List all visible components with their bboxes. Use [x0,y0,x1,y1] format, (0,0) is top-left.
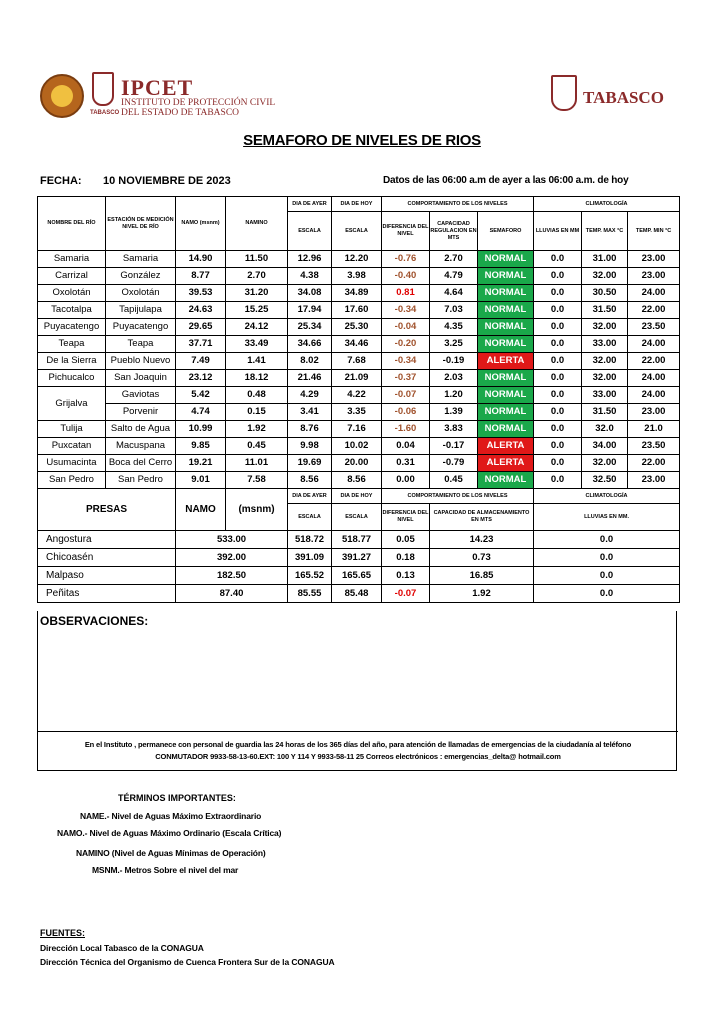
fuentes-title: FUENTES: [40,928,85,938]
cell-estacion: Salto de Agua [106,421,176,438]
cell-namo: 8.77 [176,268,226,285]
cell-estacion: San Joaquin [106,370,176,387]
cell-presa-capacidad: 14.23 [430,531,534,549]
cell-tmax: 32.00 [582,268,628,285]
table-row [38,472,680,489]
status-badge: NORMAL [478,319,534,336]
cell-tmax: 32.00 [582,319,628,336]
cell-rio: Oxolotán [38,285,106,302]
cell-estacion: Macuspana [106,438,176,455]
presas-escala-hoy: ESCALA [332,504,382,531]
cell-presa-ayer: 391.09 [288,549,332,567]
cell-hoy: 12.20 [332,251,382,268]
cell-tmax: 31.50 [582,302,628,319]
cell-lluvias: 0.0 [534,336,582,353]
cell-ayer: 12.96 [288,251,332,268]
data-period: Datos de las 06:00 a.m de ayer a las 06:00 a.m. de hoy [383,175,629,186]
cell-presa-hoy: 518.77 [332,531,382,549]
term-name: NAME.- Nivel de Aguas Máximo Extraordinario [80,811,262,821]
presas-namo-header: NAMO [176,489,226,531]
cell-namino: 1.41 [226,353,288,370]
cell-diferencia: -0.04 [382,319,430,336]
cell-tmax: 30.50 [582,285,628,302]
cell-diferencia: -1.60 [382,421,430,438]
cell-diferencia: 0.00 [382,472,430,489]
cell-presa-ayer: 165.52 [288,567,332,585]
cell-capacidad: 1.39 [430,404,478,421]
table-row [38,549,680,567]
fecha-label: FECHA: [40,175,82,187]
cell-lluvias: 0.0 [534,455,582,472]
cell-hoy: 8.56 [332,472,382,489]
cell-lluvias: 0.0 [534,319,582,336]
cell-rio: Puxcatan [38,438,106,455]
col-escala-ayer: ESCALA [288,212,332,251]
cell-tmin: 23.00 [628,404,680,421]
table-row [38,353,680,370]
cell-presa-diferencia: 0.18 [382,549,430,567]
cell-namo: 14.90 [176,251,226,268]
cell-presa-hoy: 165.65 [332,567,382,585]
cell-rio: Samaria [38,251,106,268]
cell-presa-ayer: 85.55 [288,585,332,603]
cell-tmin: 21.0 [628,421,680,438]
cell-tmax: 34.00 [582,438,628,455]
cell-tmin: 24.00 [628,370,680,387]
cell-namo: 39.53 [176,285,226,302]
cell-capacidad: 4.64 [430,285,478,302]
table-row [38,319,680,336]
cell-estacion: Boca del Cerro [106,455,176,472]
cell-ayer: 21.46 [288,370,332,387]
cell-lluvias: 0.0 [534,404,582,421]
cell-hoy: 10.02 [332,438,382,455]
cell-namino: 11.01 [226,455,288,472]
rivers-table [37,196,680,603]
cell-lluvias: 0.0 [534,438,582,455]
cell-presa-namo: 87.40 [176,585,288,603]
cell-rio: Tacotalpa [38,302,106,319]
cell-tmax: 31.00 [582,251,628,268]
cell-namino: 33.49 [226,336,288,353]
cell-lluvias: 0.0 [534,251,582,268]
cell-diferencia: -0.06 [382,404,430,421]
cell-rio: Teapa [38,336,106,353]
cell-hoy: 3.98 [332,268,382,285]
fuente-2: Dirección Técnica del Organismo de Cuenca Frontera Sur de la CONAGUA [40,957,335,967]
cell-presa-diferencia: 0.05 [382,531,430,549]
cell-namo: 4.74 [176,404,226,421]
cell-estacion: Teapa [106,336,176,353]
cell-tmax: 31.50 [582,404,628,421]
status-badge: ALERTA [478,455,534,472]
cell-namino: 11.50 [226,251,288,268]
cell-hoy: 20.00 [332,455,382,472]
col-rio: NOMBRE DEL RÍO [38,197,106,251]
cell-diferencia: -0.37 [382,370,430,387]
cell-tmax: 32.0 [582,421,628,438]
col-dia-ayer: DIA DE AYER [288,197,332,212]
table-row [38,370,680,387]
cell-tmin: 23.50 [628,319,680,336]
table-row [38,531,680,549]
col-diferencia: DIFERENCIA DEL NIVEL [382,212,430,251]
cell-presa: Chicoasén [38,549,176,567]
cell-hoy: 34.46 [332,336,382,353]
presas-header: PRESAS [38,489,176,531]
cell-namo: 37.71 [176,336,226,353]
col-tmax: TEMP. MAX °C [582,212,628,251]
ipcet-seal-logo [40,74,84,118]
cell-capacidad: 2.70 [430,251,478,268]
cell-capacidad: 7.03 [430,302,478,319]
cell-lluvias: 0.0 [534,353,582,370]
cell-ayer: 8.56 [288,472,332,489]
cell-presa-hoy: 391.27 [332,549,382,567]
cell-namo: 23.12 [176,370,226,387]
tabasco-shield-icon [551,75,577,111]
cell-namino: 2.70 [226,268,288,285]
cell-tmin: 23.00 [628,268,680,285]
col-estacion: ESTACIÓN DE MEDICIÓN NIVEL DE RÍO [106,197,176,251]
cell-hoy: 21.09 [332,370,382,387]
cell-lluvias: 0.0 [534,268,582,285]
cell-presa-lluvias: 0.0 [534,567,680,585]
cell-capacidad: 2.03 [430,370,478,387]
cell-presa: Peñitas [38,585,176,603]
cell-presa-lluvias: 0.0 [534,549,680,567]
col-tmin: TEMP. MIN °C [628,212,680,251]
cell-diferencia: 0.31 [382,455,430,472]
cell-presa-capacidad: 16.85 [430,567,534,585]
org-acronym: IPCET [121,75,194,100]
cell-hoy: 7.68 [332,353,382,370]
status-badge: NORMAL [478,251,534,268]
cell-estacion: San Pedro [106,472,176,489]
cell-presa-ayer: 518.72 [288,531,332,549]
cell-tmin: 24.00 [628,285,680,302]
cell-presa-namo: 182.50 [176,567,288,585]
cell-namino: 1.92 [226,421,288,438]
cell-namo: 9.85 [176,438,226,455]
cell-presa-diferencia: -0.07 [382,585,430,603]
col-capacidad: CAPACIDAD REGULACION EN MTS [430,212,478,251]
cell-estacion: Samaria [106,251,176,268]
table-row [38,567,680,585]
status-badge: NORMAL [478,387,534,404]
cell-ayer: 4.29 [288,387,332,404]
cell-capacidad: -0.19 [430,353,478,370]
page-title: SEMAFORO DE NIVELES DE RIOS [243,132,481,149]
cell-capacidad: 3.25 [430,336,478,353]
cell-namino: 0.45 [226,438,288,455]
cell-namo: 9.01 [176,472,226,489]
cell-presa-namo: 533.00 [176,531,288,549]
presas-climatologia: CLIMATOLOGÍA [534,489,680,504]
cell-presa-capacidad: 0.73 [430,549,534,567]
cell-tmin: 23.00 [628,251,680,268]
cell-ayer: 34.08 [288,285,332,302]
col-dia-hoy: DIA DE HOY [332,197,382,212]
col-lluvias: LLUVIAS EN MM [534,212,582,251]
status-badge: ALERTA [478,353,534,370]
cell-diferencia: -0.34 [382,302,430,319]
cell-namino: 18.12 [226,370,288,387]
org-name: INSTITUTO DE PROTECCIÓN CIVIL DEL ESTADO DE TABASCO [121,98,276,118]
cell-diferencia: -0.20 [382,336,430,353]
cell-hoy: 34.89 [332,285,382,302]
cell-tmin: 24.00 [628,387,680,404]
cell-tmin: 22.00 [628,302,680,319]
cell-rio: Carrizal [38,268,106,285]
presas-dia-hoy: DIA DE HOY [332,489,382,504]
table-row [38,251,680,268]
cell-tmin: 23.00 [628,472,680,489]
presas-comportamiento: COMPORTAMIENTO DE LOS NIVELES [382,489,534,504]
table-row [38,421,680,438]
state-name: TABASCO [583,88,664,107]
presas-dia-ayer: DIA DE AYER [288,489,332,504]
cell-lluvias: 0.0 [534,302,582,319]
cell-namo: 5.42 [176,387,226,404]
cell-rio: San Pedro [38,472,106,489]
cell-estacion: Porvenir [106,404,176,421]
cell-rio: Tulija [38,421,106,438]
term-msnm: MSNM.- Metros Sobre el nivel del mar [92,865,239,875]
cell-ayer: 8.02 [288,353,332,370]
cell-hoy: 3.35 [332,404,382,421]
fuente-1: Dirección Local Tabasco de la CONAGUA [40,943,204,953]
presas-lluvias: LLUVIAS EN MM. [534,504,680,531]
cell-presa: Angostura [38,531,176,549]
table-row [38,387,680,404]
cell-lluvias: 0.0 [534,421,582,438]
cell-namo: 24.63 [176,302,226,319]
terminos-title: TÉRMINOS IMPORTANTES: [118,793,236,803]
cell-tmax: 33.00 [582,387,628,404]
presas-msnm-header: (msnm) [226,489,288,531]
cell-namino: 24.12 [226,319,288,336]
cell-rio: Pichucalco [38,370,106,387]
cell-estacion: Gaviotas [106,387,176,404]
cell-tmin: 22.00 [628,455,680,472]
cell-tmax: 32.00 [582,455,628,472]
table-row [38,438,680,455]
table-row [38,268,680,285]
cell-capacidad: 1.20 [430,387,478,404]
cell-presa-lluvias: 0.0 [534,585,680,603]
status-badge: ALERTA [478,438,534,455]
cell-namino: 7.58 [226,472,288,489]
cell-ayer: 3.41 [288,404,332,421]
cell-estacion: Tapijulapa [106,302,176,319]
cell-diferencia: -0.34 [382,353,430,370]
cell-tmin: 24.00 [628,336,680,353]
cell-hoy: 25.30 [332,319,382,336]
observaciones-box [37,611,677,771]
table-row [38,585,680,603]
term-namo: NAMO.- Nivel de Aguas Máximo Ordinario (Escala Crítica) [57,828,282,838]
status-badge: NORMAL [478,404,534,421]
cell-ayer: 34.66 [288,336,332,353]
table-row [38,404,680,421]
term-namino: NAMINO (Nivel de Aguas Mínimas de Operación) [76,848,266,858]
cell-tmax: 33.00 [582,336,628,353]
cell-estacion: González [106,268,176,285]
cell-ayer: 4.38 [288,268,332,285]
cell-rio: De la Sierra [38,353,106,370]
cell-tmax: 32.00 [582,370,628,387]
cell-presa-lluvias: 0.0 [534,531,680,549]
table-row [38,302,680,319]
status-badge: NORMAL [478,268,534,285]
cell-tmax: 32.50 [582,472,628,489]
seal-caption: TABASCO [90,110,120,116]
cell-ayer: 19.69 [288,455,332,472]
col-climatologia: CLIMATOLOGÍA [534,197,680,212]
cell-rio: Puyacatengo [38,319,106,336]
fecha-value: 10 NOVIEMBRE DE 2023 [103,175,231,187]
cell-diferencia: -0.07 [382,387,430,404]
cell-capacidad: -0.79 [430,455,478,472]
cell-lluvias: 0.0 [534,472,582,489]
status-badge: NORMAL [478,302,534,319]
cell-hoy: 4.22 [332,387,382,404]
observaciones-text: En el Instituto , permanece con personal de guardia las 24 horas de los 365 días del año, para atención de llamadas de emergencias de la ciudadanía al teléfono CONMUTADOR 9933-58-13-60.EXT: 100 Y 114 Y 9933-58-11 25 Correos electrónicos : emergencias_delta@ hotmail.com [84,740,632,761]
cell-namino: 15.25 [226,302,288,319]
cell-estacion: Oxolotán [106,285,176,302]
presas-diferencia: DIFERENCIA DEL NIVEL [382,504,430,531]
cell-tmin: 23.50 [628,438,680,455]
cell-rio: Grijalva [38,387,106,421]
cell-diferencia: 0.81 [382,285,430,302]
cell-capacidad: 4.79 [430,268,478,285]
cell-rio: Usumacinta [38,455,106,472]
cell-ayer: 9.98 [288,438,332,455]
col-semaforo: SEMAFORO [478,212,534,251]
cell-ayer: 8.76 [288,421,332,438]
cell-diferencia: -0.40 [382,268,430,285]
cell-lluvias: 0.0 [534,387,582,404]
cell-presa-diferencia: 0.13 [382,567,430,585]
cell-hoy: 17.60 [332,302,382,319]
table-row [38,285,680,302]
cell-namino: 31.20 [226,285,288,302]
col-comportamiento: COMPORTAMIENTO DE LOS NIVELES [382,197,534,212]
status-badge: NORMAL [478,336,534,353]
presas-escala-ayer: ESCALA [288,504,332,531]
presas-capacidad: CAPACIDAD DE ALMACENAMIENTO EN MTS [430,504,534,531]
cell-estacion: Pueblo Nuevo [106,353,176,370]
status-badge: NORMAL [478,472,534,489]
table-row [38,455,680,472]
cell-namo: 19.21 [176,455,226,472]
status-badge: NORMAL [478,370,534,387]
cell-namo: 10.99 [176,421,226,438]
col-namo: NAMO (msnm) [176,197,226,251]
cell-presa: Malpaso [38,567,176,585]
status-badge: NORMAL [478,285,534,302]
cell-ayer: 17.94 [288,302,332,319]
status-badge: NORMAL [478,421,534,438]
cell-estacion: Puyacatengo [106,319,176,336]
cell-tmax: 32.00 [582,353,628,370]
cell-capacidad: 3.83 [430,421,478,438]
cell-hoy: 7.16 [332,421,382,438]
cell-namo: 7.49 [176,353,226,370]
cell-lluvias: 0.0 [534,285,582,302]
col-escala-hoy: ESCALA [332,212,382,251]
cell-capacidad: 0.45 [430,472,478,489]
cell-namo: 29.65 [176,319,226,336]
cell-capacidad: 4.35 [430,319,478,336]
cell-namino: 0.48 [226,387,288,404]
cell-presa-namo: 392.00 [176,549,288,567]
cell-presa-hoy: 85.48 [332,585,382,603]
table-row [38,336,680,353]
cell-ayer: 25.34 [288,319,332,336]
cell-namino: 0.15 [226,404,288,421]
cell-tmin: 22.00 [628,353,680,370]
cell-capacidad: -0.17 [430,438,478,455]
observaciones-title: OBSERVACIONES: [40,614,149,628]
cell-diferencia: 0.04 [382,438,430,455]
ipcet-shield-icon [92,72,114,106]
col-namino: NAMINO [226,197,288,251]
cell-diferencia: -0.76 [382,251,430,268]
cell-lluvias: 0.0 [534,370,582,387]
cell-presa-capacidad: 1.92 [430,585,534,603]
